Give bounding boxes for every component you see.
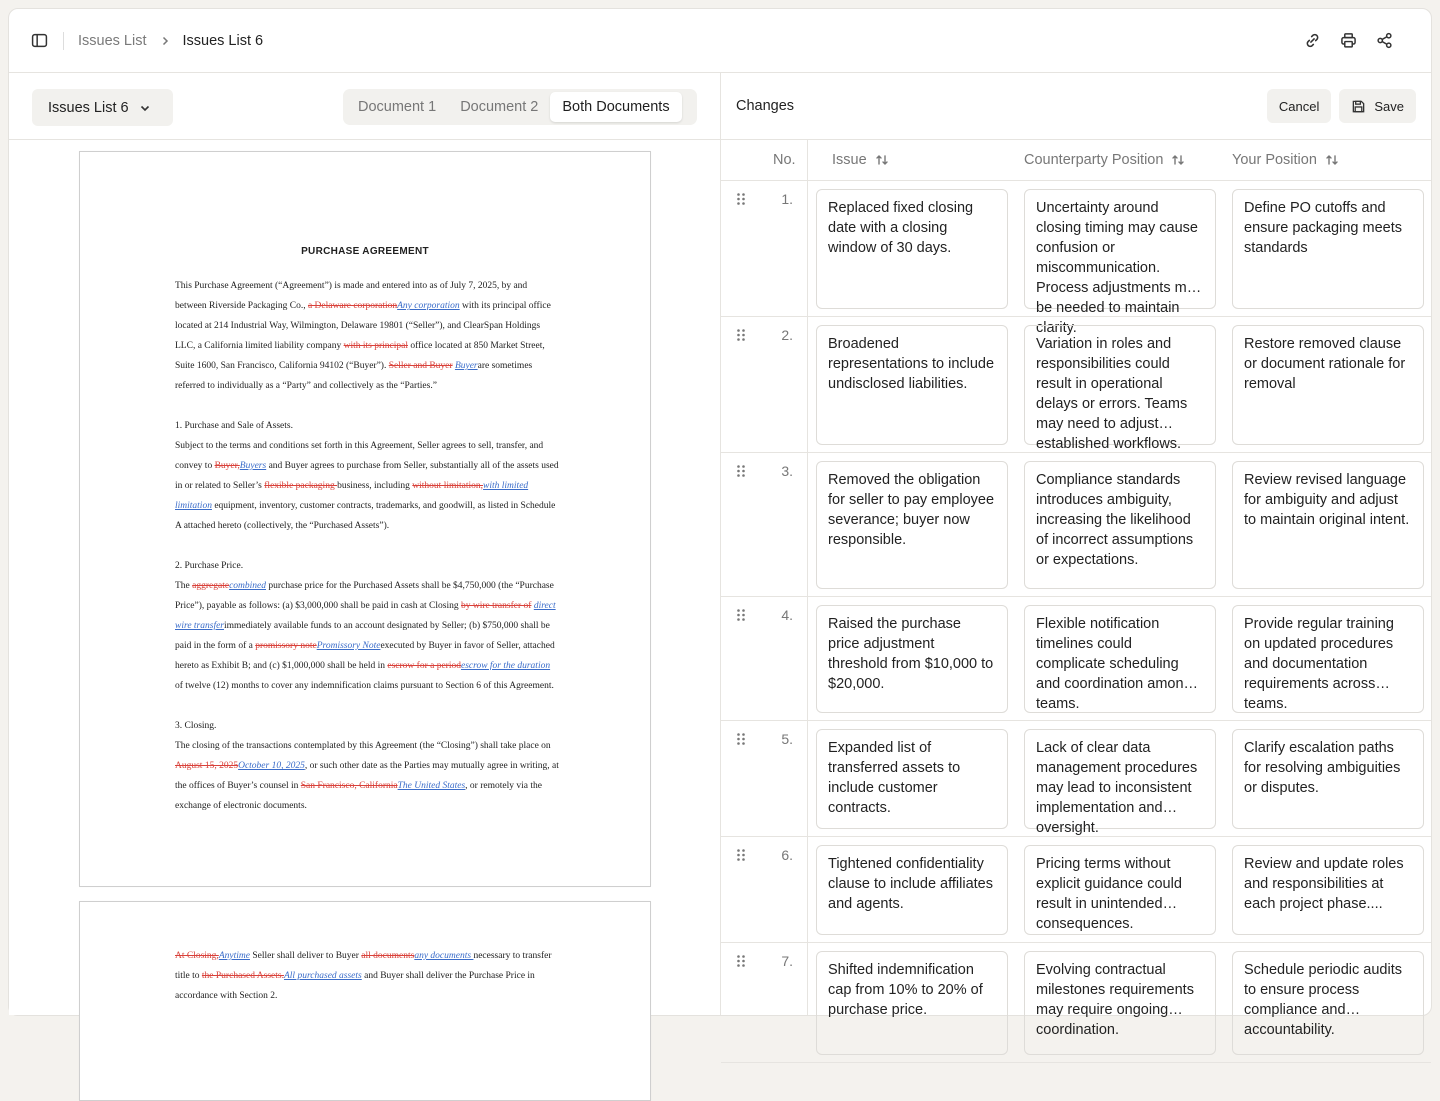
cell-text: Review revised language for ambiguity and adjust to maintain original intent. [1244, 472, 1410, 528]
column-header-issue[interactable] [832, 140, 889, 180]
deleted-text: August 15, 2025 [175, 761, 239, 771]
cell-text: Tightened confidentiality clause to include affiliates and agents. [828, 856, 993, 912]
issue-cell[interactable] [816, 605, 1008, 713]
changes-table-header [721, 140, 1431, 181]
counterparty-position-cell[interactable] [1024, 461, 1216, 589]
cell-text: Schedule periodic audits to ensure process compliance and accountability. [1244, 962, 1402, 1038]
document-text: This Purchase Agreement (“Agreement”) is made and entered into as of July 7, 2025, by and between Riverside Packaging Co., [175, 281, 528, 311]
issue-cell[interactable] [816, 189, 1008, 309]
table-row [721, 597, 1431, 721]
issue-cell[interactable] [816, 845, 1008, 935]
deleted-text: Seller and Buyer [388, 361, 453, 371]
deleted-text: San Francisco, California [300, 781, 398, 791]
inserted-text: Buyer [454, 361, 478, 371]
your-position-cell[interactable] [1232, 845, 1424, 935]
section-2-paragraph [175, 576, 560, 696]
document-text: and Buyer agrees to purchase from Seller, substantially all of the assets used in or related to Seller’s [175, 461, 559, 491]
save-button[interactable] [1339, 89, 1416, 123]
column-header-counterparty-label: Counterparty Position [1024, 152, 1164, 168]
cell-text: Flexible notification timelines could complicate scheduling and coordination among teams. [1036, 616, 1192, 712]
counterparty-position-cell[interactable] [1024, 951, 1216, 1055]
counterparty-position-cell[interactable] [1024, 325, 1216, 452]
inserted-text: October 10, 2025 [238, 761, 305, 771]
issue-cell[interactable] [816, 951, 1008, 1055]
document-text: The closing of the transactions contemplated by this Agreement (the “Closing”) shall take place on [175, 741, 551, 751]
document-text: with its principal office located at 214 Industrial Way, Wilmington, Delaware 19801 (“Seller”), and ClearSpan Holdings LLC, a California limited liability company [175, 301, 551, 351]
deleted-text: promissory note [255, 641, 317, 651]
your-position-cell[interactable] [1232, 461, 1424, 589]
your-position-cell[interactable] [1232, 729, 1424, 829]
column-header-your-position-label: Your Position [1232, 152, 1317, 168]
column-divider [807, 181, 808, 1015]
column-header-issue-label: Issue [832, 152, 867, 168]
cell-text: Compliance standards introduces ambiguity, increasing the likelihood of incorrect assumptions or expectations. [1036, 472, 1194, 568]
issue-cell[interactable] [816, 325, 1008, 445]
document-text: , or remotely via the exchange of electronic documents. [175, 781, 542, 811]
chevron-down-icon [139, 102, 151, 114]
deleted-text: flexible packaging [264, 481, 338, 491]
table-row [721, 181, 1431, 336]
cell-text: Removed the obligation for seller to pay employee severance; buyer now responsible. [828, 472, 995, 548]
row-number: 6. [781, 847, 793, 863]
counterparty-position-cell[interactable] [1024, 845, 1216, 935]
table-row [721, 943, 1431, 1063]
cell-text: Replaced fixed closing date with a closing window of 30 days. [828, 200, 974, 256]
issues-list-dropdown[interactable] [32, 89, 173, 126]
your-position-cell[interactable] [1232, 189, 1424, 309]
row-number: 1. [781, 191, 793, 207]
share-icon[interactable] [1374, 31, 1394, 51]
document-text: necessary to transfer title to [175, 951, 552, 981]
cell-text: Restore removed clause or document rationale for removal [1244, 336, 1406, 392]
deleted-text: by wire transfer of [461, 601, 532, 611]
inserted-text: The United States [397, 781, 466, 791]
document-text: equipment, inventory, customer contracts, trademarks, and goodwill, as listed in Schedule A attached hereto (collectively, the “Purchased Assets”). [175, 501, 556, 531]
breadcrumb-parent[interactable]: Issues List [78, 32, 147, 49]
document-page-2 [79, 901, 651, 1101]
row-number: 7. [781, 953, 793, 969]
table-row [721, 317, 1431, 453]
drag-handle-icon[interactable] [736, 848, 746, 867]
cell-text: Variation in roles and responsibilities could result in operational delays or errors. Teams may need to adjust established workflows. [1036, 336, 1188, 452]
section-1-heading: 1. Purchase and Sale of Assets. [175, 421, 293, 431]
drag-handle-icon[interactable] [736, 328, 746, 347]
document-panel [9, 73, 721, 1015]
your-position-cell[interactable] [1232, 951, 1424, 1055]
cell-text: Define PO cutoffs and ensure packaging meets standards [1244, 200, 1402, 256]
drag-handle-icon[interactable] [736, 954, 746, 973]
inserted-text: escrow for the duration [460, 661, 551, 671]
cancel-button[interactable]: Cancel [1267, 89, 1331, 123]
document-text: The [175, 581, 193, 591]
document-viewer[interactable] [9, 140, 720, 1015]
document-text: business, including [337, 481, 413, 491]
tab-document-2[interactable]: Document 2 [460, 99, 539, 115]
document-text: Subject to the terms and conditions set forth in this Agreement, Seller agrees to sell, transfer, and convey to [175, 441, 544, 471]
document-view-tabs [343, 89, 697, 125]
preamble-paragraph [175, 276, 560, 396]
drag-handle-icon[interactable] [736, 192, 746, 211]
changes-table-body [721, 181, 1431, 1038]
table-row [721, 721, 1431, 837]
document-title: PURCHASE AGREEMENT [301, 246, 429, 257]
sort-icon[interactable] [875, 153, 889, 167]
row-number: 5. [781, 731, 793, 747]
changes-actions [1267, 89, 1416, 123]
app-window [8, 8, 1432, 1038]
cell-text: Clarify escalation paths for resolving ambiguities or disputes. [1244, 740, 1401, 796]
deleted-text: At Closing, [175, 951, 219, 961]
cell-text: Lack of clear data management procedures may lead to inconsistent implementation and oversight. [1036, 740, 1198, 836]
column-header-counterparty[interactable] [1024, 140, 1185, 180]
document-panel-header [9, 73, 720, 140]
document-text: are sometimes referred to individually as a “Party” and collectively as the “Parties.” [175, 361, 533, 391]
closing-deliverables-paragraph [175, 946, 560, 1006]
issue-cell[interactable] [816, 729, 1008, 829]
document-text: Seller shall deliver to Buyer [249, 951, 362, 961]
chevron-right-icon [159, 35, 171, 47]
drag-handle-icon[interactable] [736, 732, 746, 751]
your-position-cell[interactable] [1232, 605, 1424, 713]
counterparty-position-cell[interactable] [1024, 605, 1216, 713]
sort-icon[interactable] [1171, 153, 1185, 167]
inserted-text: Promissory Note [316, 641, 381, 651]
tab-both-documents[interactable]: Both Documents [550, 92, 681, 122]
deleted-text: Buyer, [214, 461, 240, 471]
deleted-text: a Delaware corporation [307, 301, 398, 311]
save-icon [1351, 99, 1366, 114]
deleted-text: escrow for a period [387, 661, 461, 671]
inserted-text: direct wire transfer [175, 601, 556, 631]
section-1-paragraph [175, 436, 560, 536]
sort-icon[interactable] [1325, 153, 1339, 167]
row-number: 2. [781, 327, 793, 343]
save-label: Save [1374, 98, 1404, 114]
column-header-your-position[interactable] [1232, 140, 1339, 180]
section-3-paragraph [175, 736, 560, 816]
document-text: executed by Buyer in favor of Seller, attached hereto as Exhibit B; and (c) $1,000,000 shall be held in [175, 641, 555, 671]
cell-text: Provide regular training on updated procedures and documentation requirements across teams. [1244, 616, 1394, 712]
row-number: 4. [781, 607, 793, 623]
inserted-text: Anytime [218, 951, 250, 961]
deleted-text: aggregate [192, 581, 230, 591]
drag-handle-icon[interactable] [736, 464, 746, 483]
table-row [721, 837, 1431, 943]
cell-text: Pricing terms without explicit guidance could result in unintended consequences. [1036, 856, 1182, 932]
changes-title: Changes [736, 98, 795, 114]
top-bar [9, 9, 1431, 73]
document-text: of twelve (12) months to cover any indemnification claims pursuant to Section 6 of this Agreement. [175, 681, 554, 691]
row-number: 3. [781, 463, 793, 479]
table-row [721, 453, 1431, 597]
cell-text: Evolving contractual milestones requirements may require ongoing coordination. [1036, 962, 1194, 1038]
drag-handle-icon[interactable] [736, 608, 746, 627]
top-actions [1302, 31, 1394, 51]
inserted-text: with limited limitation [175, 481, 529, 511]
deleted-text: without limitation, [412, 481, 484, 491]
document-text: purchase price for the Purchased Assets shall be $4,750,000 (the “Purchase Price”), payable as follows: (a) $3,000,000 shall be paid in cash at Closing [175, 581, 554, 611]
counterparty-position-cell[interactable] [1024, 189, 1216, 336]
cell-text: Review and update roles and responsibilities at each project phase.... [1244, 856, 1404, 912]
document-text: and Buyer shall deliver the Purchase Price in accordance with Section 2. [175, 971, 535, 1001]
changes-panel [721, 73, 1431, 1038]
document-text: , or such other date as the Parties may mutually agree in writing, at the offices of Buyer’s counsel in [175, 761, 559, 791]
deleted-text: with its principal [343, 341, 408, 351]
issue-cell[interactable] [816, 461, 1008, 589]
document-page-1 [79, 151, 651, 887]
deleted-text: all documents [361, 951, 415, 961]
cell-text: Broadened representations to include undisclosed liabilities. [828, 336, 995, 392]
document-body [175, 276, 560, 816]
column-header-no: No. [773, 152, 796, 168]
counterparty-position-cell[interactable] [1024, 729, 1216, 836]
cell-text: Shifted indemnification cap from 10% to 20% of purchase price. [828, 962, 983, 1018]
cell-text: Uncertainty around closing timing may cause confusion or miscommunication. Process adjustments may be needed to maintain clarity. [1036, 200, 1203, 336]
dropdown-label: Issues List 6 [48, 99, 129, 116]
breadcrumb-current: Issues List 6 [182, 32, 264, 49]
document-text: immediately available funds to an account designated by Seller; (b) $750,000 shall be paid in the form of a [175, 621, 550, 651]
section-3-heading: 3. Closing. [175, 721, 217, 731]
your-position-cell[interactable] [1232, 325, 1424, 445]
inserted-text: any documents [414, 951, 474, 961]
inserted-text: combined [229, 581, 267, 591]
tab-document-1[interactable]: Document 1 [358, 99, 437, 115]
changes-header [721, 73, 1431, 140]
print-icon[interactable] [1338, 31, 1358, 51]
section-2-heading: 2. Purchase Price. [175, 561, 244, 571]
inserted-text: All purchased assets [283, 971, 362, 981]
inserted-text: Buyers [239, 461, 267, 471]
cell-text: Raised the purchase price adjustment threshold from $10,000 to $20,000. [828, 616, 994, 692]
link-icon[interactable] [1302, 31, 1322, 51]
deleted-text: the Purchased Assets. [201, 971, 284, 981]
column-divider [807, 140, 808, 180]
sidebar-toggle-icon[interactable] [29, 31, 49, 51]
document-text: office located at 850 Market Street, Suite 1600, San Francisco, California 94102 (“Buyer”). [175, 341, 545, 371]
inserted-text: Any corporation [397, 301, 460, 311]
document-body-page-2 [175, 946, 560, 1006]
cell-text: Expanded list of transferred assets to include customer contracts. [828, 740, 961, 816]
divider [63, 32, 64, 50]
